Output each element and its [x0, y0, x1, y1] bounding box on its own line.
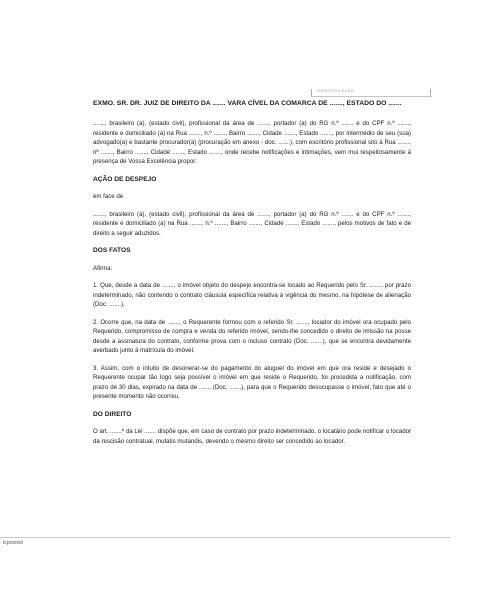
fact-paragraph-2: 2. Ocorre que, na data de ......., o Requerente formou com o referido Sr. ......., locador do imóvel ora ocupado pelo Requerido, compromisso de compra e venda do referido imóvel, sendo-lhe concedido o direito de imissão na posse desde a assinatura do contrato, conforme prova com o incluso contrato (Doc. .......), que se encontra devidamente averbado junto à matrícula do imóvel. — [93, 318, 411, 354]
document-heading: EXMO. SR. DR. JUIZ DE DIREITO DA ....... VARA CÍVEL DA COMARCA DE ......., ESTADO DO ....... — [93, 100, 402, 107]
law-paragraph: O art. .......º da Lei ....... dispõe que, em caso de contrato por prazo indeterminado, o locatário pode notificar o locador da rescisão contratual, mutatis mutandis, devendo o mesmo direito ser concedido ao locador. — [93, 428, 411, 445]
against-text: em face de — [93, 193, 124, 200]
facts-title: DOS FATOS — [93, 247, 131, 254]
header-stamp-text: IMPRESSO ELAW — [317, 88, 355, 93]
fact-paragraph-1: 1. Que, desde a data de ......., o imóvel objeto do despejo encontra-se locado ao Requerido pelo Sr. ......., por prazo indeterminado, não contendo o contrato cláusula específica relativa à vigência do mesmo, na hipótese de alienação (Doc. .......). — [93, 282, 411, 308]
law-title: DO DIREITO — [93, 410, 132, 418]
footer-divider — [0, 537, 450, 538]
action-title: AÇÃO DE DESPEJO — [93, 175, 157, 183]
footer-label: icponivel — [3, 540, 24, 546]
defendant-paragraph: ......., brasileiro (a), (estado civil), profissional da área de ......., portador (a) do RG n.º ....... e do CPF n.º ......., residente e domiciliado (a) na Rua ......., n.º ......., Bairro ......., Cidade ......., Estado ......., pelos motivos de fato e de direito a seguir aduzidos. — [93, 210, 411, 237]
document-body — [93, 99, 411, 454]
stamp-left-tick — [311, 89, 312, 97]
stamp-right-tick — [430, 89, 431, 97]
affirms-text: Afirma: — [93, 264, 113, 272]
fact-paragraph-3: 3. Assim, com o intuito de desonerar-se do pagamento do aluguel do imóvel em que ora reside e desejado o Requerente ocupar tão logo seja possível o imóvel em que reside o Requerido, foi procedida a notificação, com prazo de 30 dias, expirado na data de ....... (Doc. .......), para que o Requerido desocupasse o imóvel, fato que até o presente momento não ocorreu. — [93, 364, 411, 400]
intro-paragraph: ......., brasileiro (a), (estado civil), profissional da área de ......., portador (a) do RG n.º ....... e do CPF n.º ......., residente e domiciliado (a) na Rua ......., n.º ......., Bairro ......., Cidade ......., Estado ......., por intermédio de seu (sua) advogado(a) e bastante procurador(a) (procuração em anexo - doc. .......), com escritório profissional sito à Rua ......., nº ......., Bairro ......., Cidade ......., Estado ......., onde recebe notificações e intimações, vem mui respeitosamente à presença de Vossa Excelência propor: — [93, 120, 411, 165]
header-stamp — [311, 88, 431, 97]
